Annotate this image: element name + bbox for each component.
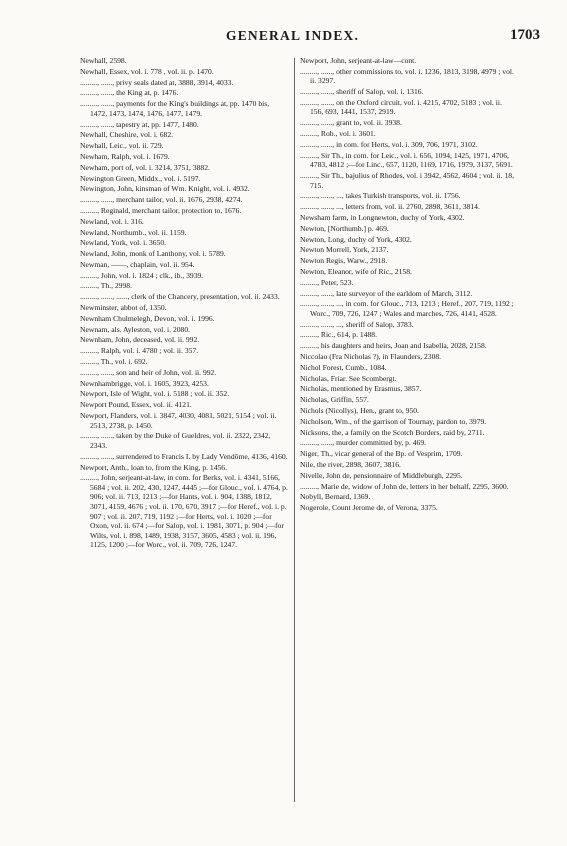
index-entry: ........., ......, murder committed by, p. 469.	[300, 438, 427, 448]
index-entry: Newhall, Essex, vol. i. 778 , vol. ii. p. 1470.	[80, 66, 214, 76]
page-header	[0, 28, 567, 46]
index-entry: ........., Th., 2998.	[80, 281, 132, 291]
index-entry: Newport, Isle of Wight, vol. i. 5188 ; vol. ii. 352.	[80, 389, 230, 399]
index-entry: Nichols (Nicollys), Hen., grant to, 950.	[300, 406, 419, 416]
index-entry: Newhall, Leic., vol. ii. 729.	[80, 141, 164, 151]
index-entry: Newton Regis, Warw., 2918.	[300, 256, 388, 266]
index-entry: Nicholas, Friar. See Scombergt.	[300, 373, 397, 383]
index-entry: ........., ......, sheriff of Salop, vol. i. 1316.	[300, 87, 424, 97]
index-entry: ........., Peter, 523.	[300, 277, 354, 287]
index-entry: ........., ......, in com. for Herts, vol. i. 309, 706, 1971, 3102.	[300, 139, 478, 149]
index-entry: Newnhambrigge, vol. i. 1605, 3923, 4253.	[80, 378, 209, 388]
index-entry: Newport, Flanders, vol. i. 3847, 4030, 4081, 5021, 5154 ; vol. ii. 2513, 2738, p. 1450.	[80, 411, 277, 430]
index-entry: Newhall, Cheshire, vol. i. 682.	[80, 130, 174, 140]
index-entry: ........., Rob., vol. i. 3601.	[300, 129, 376, 139]
index-entry: Newington Green, Middx., vol. i. 5197.	[80, 173, 201, 183]
index-entry: ........., ......, grant to, vol. ii. 3938.	[300, 118, 402, 128]
index-entry: ........., Sir Th., in com. for Leic., vol. i. 656, 1094, 1425, 1971, 4706, 4783, 4812 ;—for Linc., 657, 1120, 1169, 1716, 1979, 3137, 5691.	[300, 150, 513, 170]
index-entry: ........., his daughters and heirs, Joan and Isabella, 2028, 2158.	[300, 341, 487, 351]
index-entry: ........., ......, ..., letters from, vol. ii. 2760, 2898, 3611, 3814.	[300, 202, 480, 212]
page-number: 1703	[510, 27, 540, 43]
index-entry: Newport, Anth., loan to, from the King, p. 1456.	[80, 462, 228, 472]
running-title: GENERAL INDEX.	[226, 28, 360, 43]
index-entry: Newham, port of, vol. i. 3214, 3751, 3882.	[80, 162, 210, 172]
index-entry: Newton, Eleanor, wife of Ric., 2158.	[300, 266, 412, 276]
index-entry: Newton Morrell, York, 2137.	[300, 245, 389, 255]
index-entry: ........., Ric., 614, p. 1488.	[300, 330, 377, 340]
index-entry: ........., John, vol. i. 1824 ; clk., ib., 3939.	[80, 270, 204, 280]
index-entry: ........., ......, ..., sheriff of Salop, 3783.	[300, 319, 414, 329]
index-entry: Niger, Th., vicar general of the Bp. of Vesprim, 1709.	[300, 449, 463, 459]
index-entry: ........., Reginald, merchant tailor, protection to, 1676.	[80, 205, 242, 215]
index-entry: ........., ......, surrendered to Francis I. by Lady Vendôme, 4136, 4160.	[80, 451, 288, 461]
index-entry: Newham, Ralph, vol. i. 1679.	[80, 151, 170, 161]
index-entry: Newton, [Northumb.] p. 469.	[300, 223, 389, 233]
index-entry: Newington, John, kinsman of Wm. Knight, vol. i. 4932.	[80, 184, 250, 194]
index-entry: ........., Ralph, vol. i. 4780 ; vol. ii. 357.	[80, 346, 199, 356]
index-entry: ........., ......, on the Oxford circuit, vol. i. 4215, 4702, 5183 ; vol. ii. 156, 693, 1441, 1537, 2919.	[300, 97, 502, 117]
index-entry: ........., ......, merchant tailor, vol. ii. 1676, 2938, 4274.	[80, 195, 243, 205]
index-entry: ........., ......, son and heir of John, vol. ii. 992.	[80, 367, 217, 377]
index-entry: ........., ......, ..., in com. for Glouc., 713, 1213 ; Heref., 207, 719, 1192 ; Worc., 709, 726, 1247 ; Wales and marches, 726, 4141, 4528.	[300, 299, 514, 318]
index-entry: Newland, John, monk of Lanthony, vol. i. 5789.	[80, 249, 226, 259]
index-entry: Newman, ——, chaplain, vol. ii. 954.	[80, 259, 195, 269]
index-entry: ........., John, serjeant-at-law, in com. for Berks, vol. i. 4341, 5166, 5684 ; vol. ii. 202, 430, 1247, 4445 ;—for Glouc., vol. i. 4764, p. 906; vol. ii. 713, 1213 ;—for Hants, vol. i. 904, 1388, 1812, 3071, 4159, 4676 ; vol. ii. 170, 670, 3917 ;—for Heref., vol. i. p. 907 ; vol. ii. 207, 719, 1192 ;—for Herts, vol. i. 1020 ;—for Oxon, vol. ii. 674 ;—for Salop, vol. i. 1981, 3071, p. 904 ;—for Wilts, vol. i. 898, 1489, 1938, 3157, 3605, 4583 ; vol. ii. 196, 1125, 1200 ;—for Worc., vol. ii. 709, 726, 1247.	[80, 473, 288, 550]
index-entry: Newland, vol. i. 316.	[80, 216, 144, 226]
index-entry: ........., ......, payments for the King's buildings at, pp. 1470 bis, 1472, 1473, 1474, 1476, 1477, 1479.	[80, 99, 270, 118]
index-entry: Nicksons, the, a family on the Scotch Borders, raid by, 2711.	[300, 427, 485, 437]
index-entry: ........., Th., vol. i. 692.	[80, 357, 148, 367]
index-entry: Nichol Forest, Cumb., 1084.	[300, 362, 387, 372]
index-entry: Nivelle, John de, pensionnaire of Middleburgh, 2295.	[300, 470, 463, 480]
index-entry: Niccolao (Fra Nicholas ?), in Flaunders, 2308.	[300, 352, 442, 362]
index-entry: Nogerole, Count Jerome de, of Verona, 3375.	[300, 503, 438, 513]
index-entry: ........., ......, ..., takes Turkish transports, vol. ii. 1756.	[300, 191, 461, 201]
index-entry: ........., ......, other commissions to, vol. i. 1236, 1813, 3198, 4979 ; vol. ii. 3297.	[300, 66, 514, 86]
index-entry: ........., ......, taken by the Duke of Gueldres, vol. ii. 2322, 2342, 2343.	[80, 431, 271, 450]
index-column-left	[80, 56, 288, 551]
index-entry: ........., ......, late surveyor of the earldom of March, 3112.	[300, 288, 473, 298]
index-entry: Newnam, als. Ayleston, vol. i. 2080.	[80, 324, 191, 334]
index-entry: Newminster, abbot of, 1350.	[80, 303, 167, 313]
index-entry: Newnham, John, deceased, vol. ii. 992.	[80, 335, 200, 345]
column-divider	[294, 58, 295, 802]
index-entry: Newsham farm, in Longnewton, duchy of York, 4302.	[300, 212, 465, 222]
index-entry: Newhall, 2598.	[80, 56, 127, 65]
index-entry: Newland, York, vol. i. 3650.	[80, 238, 167, 248]
index-entry: ........., ......, ......, clerk of the Chancery, presentation, vol. ii. 2433.	[80, 292, 280, 302]
index-entry: ........., ......, tapestry at, pp. 1477, 1480.	[80, 119, 199, 129]
index-entry: ........., ......, privy seals dated at, 3888, 3914, 4033.	[80, 77, 234, 87]
index-entry: Newport Pound, Essex, vol. ii. 4121.	[80, 400, 192, 410]
index-entry: Nobyll, Bernard, 1369.	[300, 492, 371, 502]
index-entry: Newland, Northumb., vol. ii. 1159.	[80, 227, 187, 237]
index-column-right	[300, 56, 516, 514]
index-entry: ........., Marie de, widow of John de, letters in her behalf, 2295, 3600.	[300, 481, 509, 491]
index-entry: Nicholas, Griffin, 557.	[300, 395, 369, 405]
index-entry: Nicholas, mentioned by Erasmus, 3857.	[300, 384, 422, 394]
index-entry: ........., Sir Th., bajulius of Rhodes, vol. i 3942, 4562, 4604 ; vol. ii. 18, 715.	[300, 171, 514, 190]
index-entry: Nile, the river, 2898, 3607, 3816.	[300, 460, 401, 470]
index-entry: Newnham Chulmelegh, Devon, vol. i. 1996.	[80, 313, 215, 323]
index-entry: Newport, John, serjeant-at-law—cont.	[300, 56, 417, 65]
index-entry: ........., ......, the King at, p. 1476.	[80, 88, 179, 98]
index-entry: Nicholson, Wm., of the garrison of Tournay, pardon to, 3979.	[300, 416, 487, 426]
index-entry: Newton, Long, duchy of York, 4302.	[300, 234, 412, 244]
